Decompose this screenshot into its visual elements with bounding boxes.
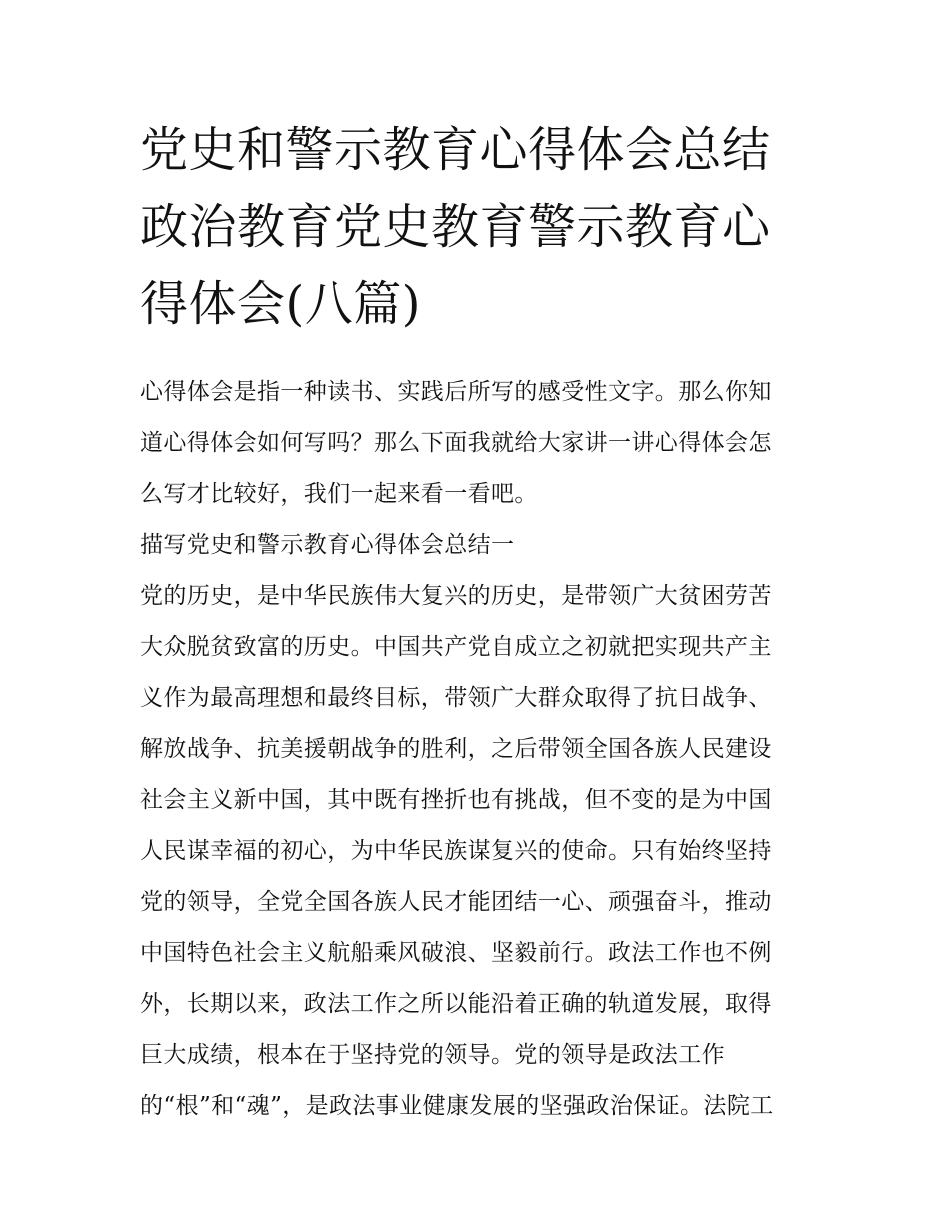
- section-paragraph-line: 人民谋幸福的初心，为中华民族谋复兴的使命。只有始终坚持: [140, 838, 772, 864]
- section-paragraph-line: 义作为最高理想和最终目标，带领广大群众取得了抗日战争、: [140, 685, 772, 711]
- section-paragraph-line: 巨大成绩，根本在于坚持党的领导。党的领导是政法工作: [140, 1042, 725, 1068]
- document-body: [140, 367, 820, 1132]
- section-paragraph-line: 中国特色社会主义航船乘风破浪、坚毅前行。政法工作也不例: [140, 940, 772, 966]
- title-line: 党史和警示教育心得体会总结: [140, 122, 771, 178]
- section-paragraph-line: 大众脱贫致富的历史。中国共产党自成立之初就把实现共产主: [140, 634, 772, 660]
- section-paragraph-line: 外，长期以来，政法工作之所以能沿着正确的轨道发展，取得: [140, 991, 772, 1017]
- section-paragraph-line: 党的历史，是中华民族伟大复兴的历史，是带领广大贫困劳苦: [140, 583, 772, 609]
- document-page: [140, 112, 820, 1132]
- section-paragraph-line: 党的领导，全党全国各族人民才能团结一心、顽强奋斗，推动: [140, 889, 772, 915]
- title-line: 政治教育党史教育警示教育心: [140, 199, 771, 255]
- document-title: [140, 112, 820, 343]
- section-heading: 描写党史和警示教育心得体会总结一: [140, 532, 515, 558]
- intro-paragraph-line: 心得体会是指一种读书、实践后所写的感受性文字。那么你知: [140, 379, 772, 405]
- section-paragraph-line: 的“根”和“魂”，是政法事业健康发展的坚强政治保证。法院工: [140, 1093, 774, 1119]
- title-line: 得体会(八篇): [140, 276, 421, 332]
- section-paragraph-line: 解放战争、抗美援朝战争的胜利，之后带领全国各族人民建设: [140, 736, 772, 762]
- intro-paragraph-line: 么写才比较好，我们一起来看一看吧。: [140, 481, 538, 507]
- intro-paragraph-line: 道心得体会如何写吗？那么下面我就给大家讲一讲心得体会怎: [140, 430, 772, 456]
- section-paragraph-line: 社会主义新中国，其中既有挫折也有挑战，但不变的是为中国: [140, 787, 772, 813]
